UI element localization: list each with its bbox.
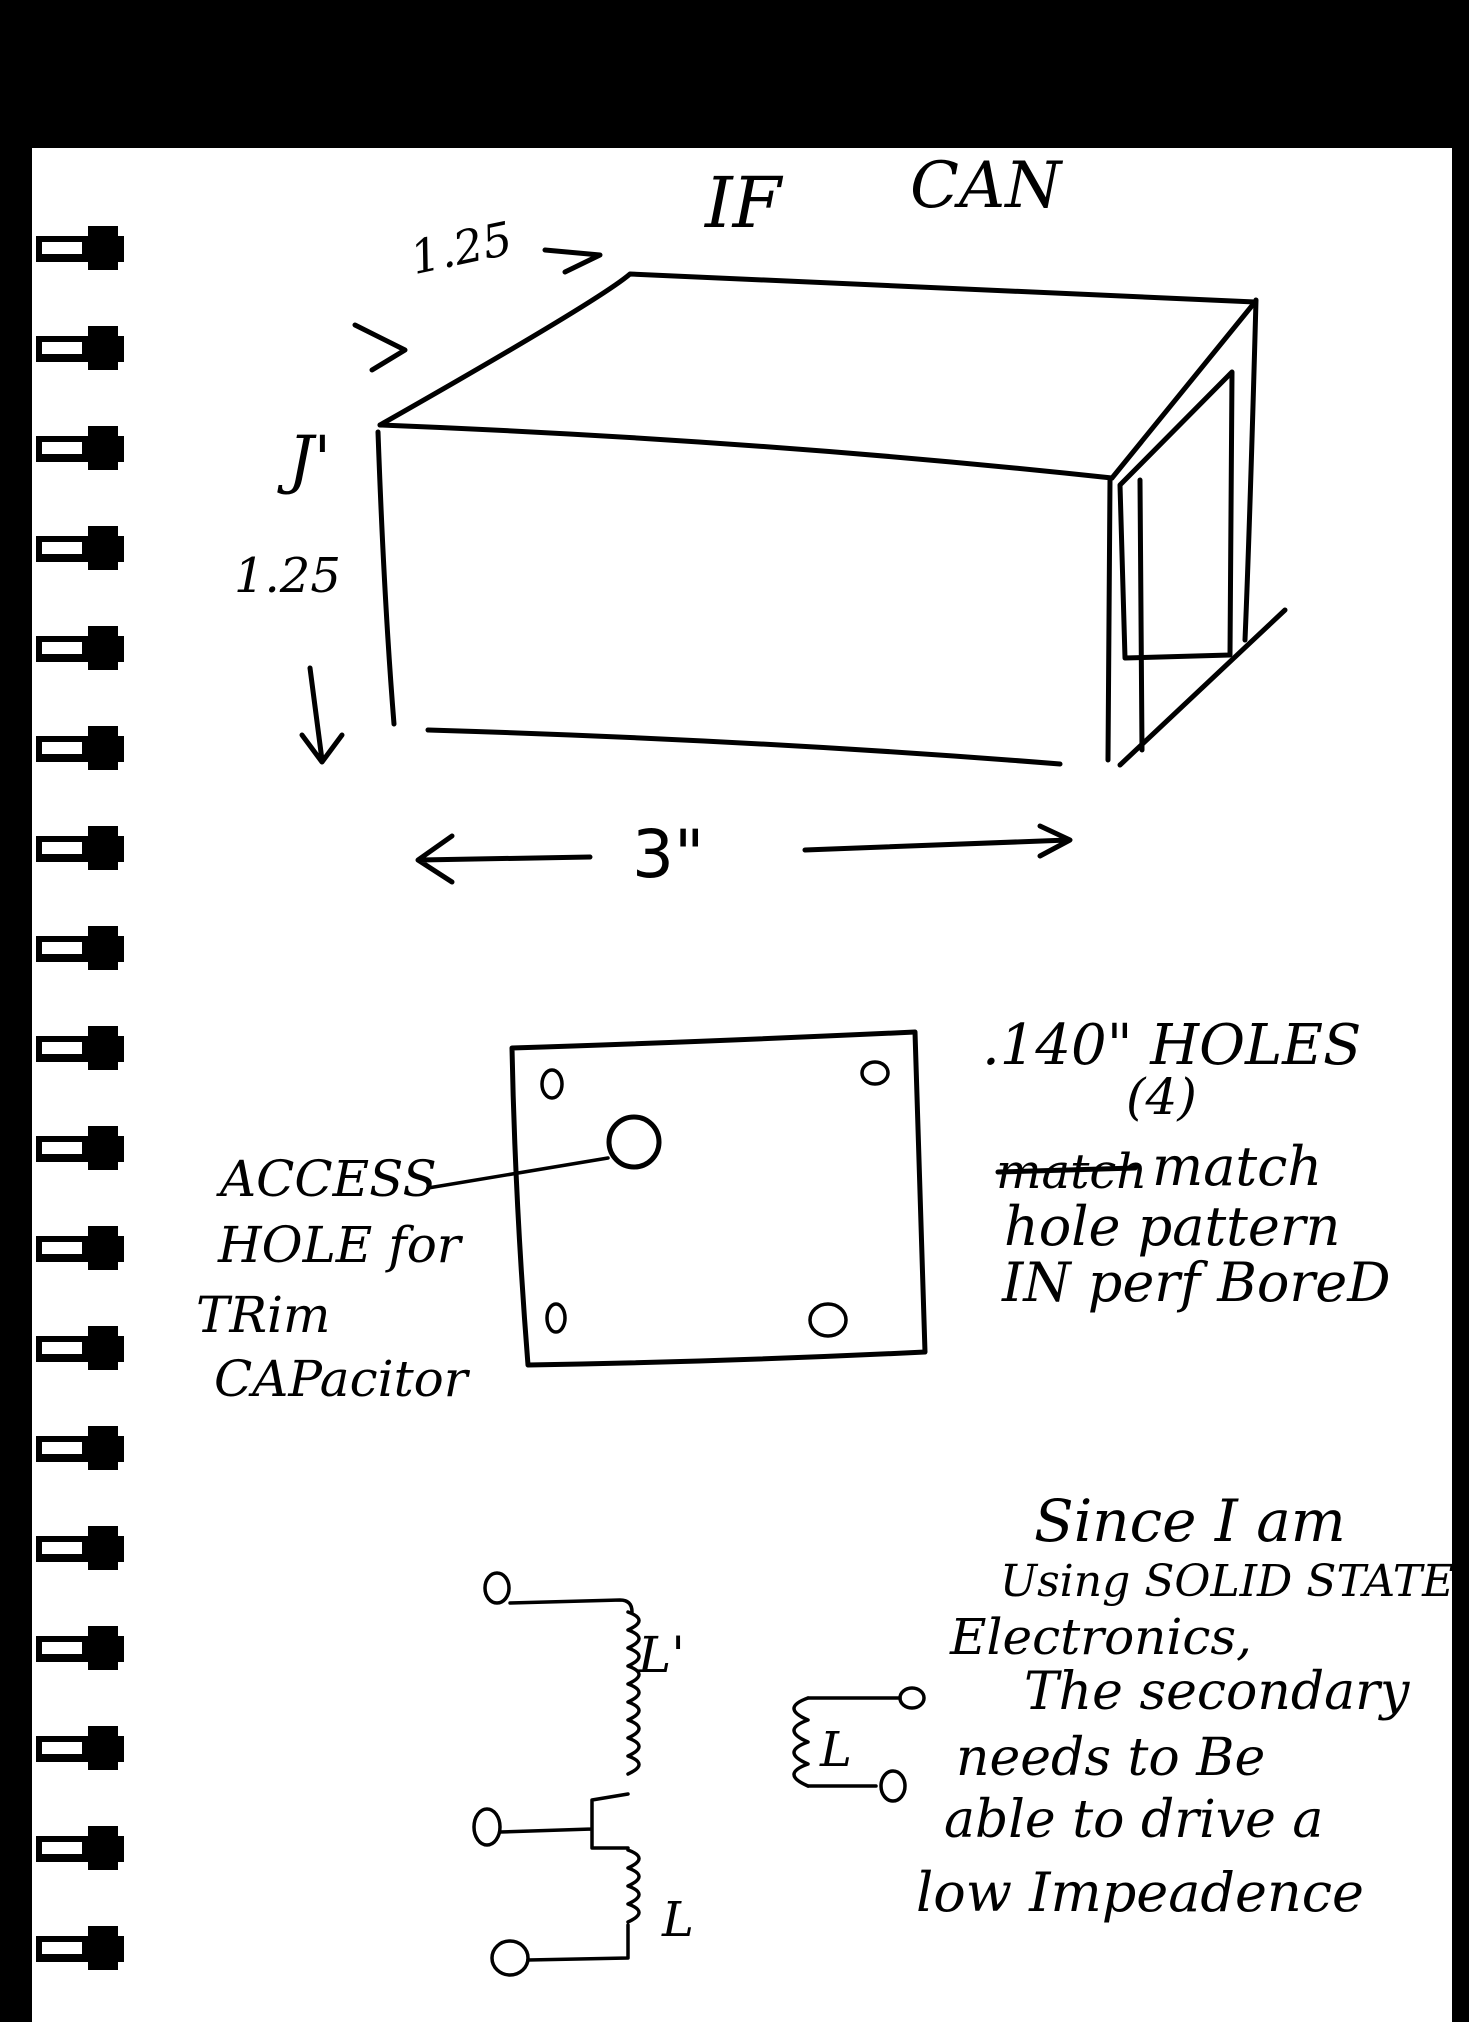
- primary-top-lead: [510, 1600, 632, 1612]
- plate-outline: [512, 1032, 925, 1365]
- box-side-opening: [1120, 372, 1232, 658]
- primary-lower-label: L: [662, 1892, 694, 1948]
- explanation-line: needs to Be: [956, 1728, 1266, 1788]
- explanation-line: able to drive a: [944, 1790, 1324, 1850]
- mounting-hole: [542, 1070, 562, 1098]
- mounting-plate: [428, 1032, 925, 1365]
- mounting-hole: [547, 1304, 565, 1332]
- box-side-bottom-edge: [1120, 610, 1285, 765]
- hole-count-label: (4): [1126, 1068, 1197, 1126]
- primary-lower-coil: [628, 1850, 639, 1922]
- secondary-coil: [794, 1698, 808, 1786]
- primary-bottom-lead: [528, 1925, 628, 1960]
- hole-size-label: .140" HOLES: [982, 1013, 1362, 1078]
- mounting-hole: [862, 1062, 888, 1084]
- access-hole: [609, 1117, 659, 1167]
- transformer-secondary: [794, 1688, 924, 1801]
- explanation-line: low Impeadence: [916, 1861, 1364, 1924]
- plate-note-line: IN perf BoreD: [1002, 1251, 1391, 1314]
- box-bottom-edge: [428, 730, 1060, 764]
- plate-note-line: match: [1152, 1135, 1323, 1198]
- terminal-circle: [900, 1688, 924, 1708]
- access-note-line: CAPacitor: [214, 1350, 468, 1408]
- width-arrow-right: [805, 826, 1070, 856]
- title-if: IF: [705, 162, 782, 244]
- secondary-label: L: [820, 1722, 852, 1778]
- lid-mark: J': [288, 423, 332, 497]
- box-front-right-edge: [1108, 480, 1110, 760]
- transformer-primary: [474, 1573, 639, 1975]
- depth-arrow-right: [545, 250, 600, 272]
- explanation-line: Since I am: [1034, 1487, 1346, 1555]
- terminal-circle: [881, 1771, 905, 1801]
- access-note-line: HOLE for: [218, 1216, 461, 1274]
- plate-note-line: match: [996, 1144, 1148, 1200]
- height-label: 1.25: [234, 548, 341, 604]
- terminal-circle: [492, 1941, 528, 1975]
- box-back-right-edge: [1245, 300, 1256, 640]
- access-note-line: TRim: [196, 1286, 331, 1344]
- box-top-front-edge: [380, 425, 1112, 478]
- box-front-left-edge: [378, 432, 394, 724]
- if-can-box: [378, 274, 1285, 765]
- access-note-line: ACCESS: [220, 1150, 437, 1208]
- plate-note-line: hole pattern: [1004, 1195, 1341, 1258]
- terminal-circle: [474, 1809, 500, 1845]
- explanation-line: Electronics,: [950, 1608, 1252, 1666]
- title-can: CAN: [910, 149, 1062, 223]
- box-top-back-edge: [380, 274, 1255, 425]
- width-label: 3": [632, 816, 705, 893]
- explanation-line: The secondary: [1024, 1662, 1410, 1722]
- terminal-circle: [485, 1573, 509, 1603]
- box-side-inner-edge: [1140, 480, 1142, 750]
- explanation-line: Using SOLID STATE: [1000, 1556, 1455, 1607]
- height-arrow-down: [302, 668, 342, 762]
- primary-upper-label: L': [638, 1626, 685, 1684]
- depth-arrow-left: [355, 325, 405, 370]
- center-tap-lead: [500, 1794, 628, 1848]
- depth-label: 1.25: [405, 210, 517, 286]
- width-arrow-left: [418, 836, 590, 882]
- mounting-hole: [810, 1304, 846, 1336]
